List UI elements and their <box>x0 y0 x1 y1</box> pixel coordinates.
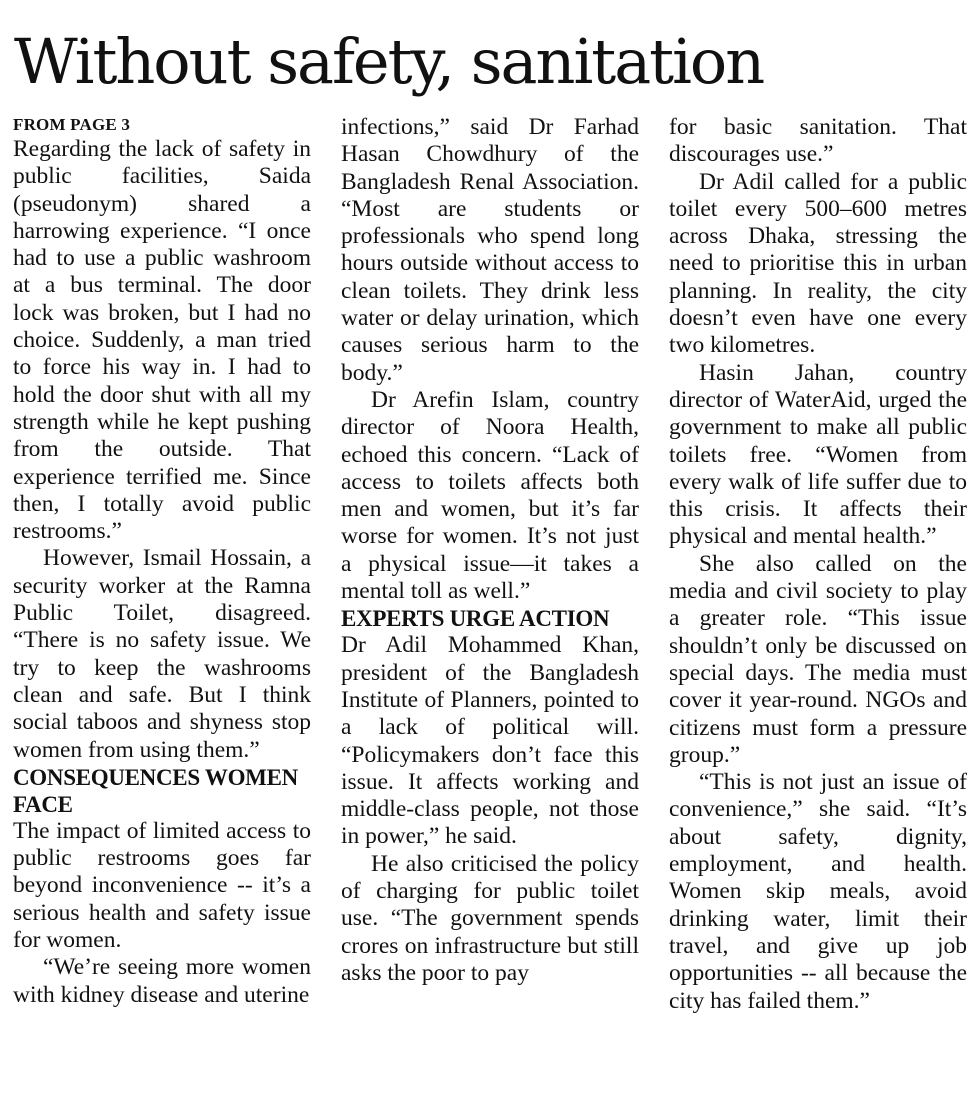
paragraph-closing-quote: “This is not just an issue of convenience,” she said. “It’s about safety, dignity, employment, and health. Women skip meals, avoid drinking water, limit their travel, and give up job opportunities -- all because the city has failed them.” <box>669 769 967 1014</box>
paragraph-toilet-charges: He also criticised the policy of charging for public toilet use. “The government spends crores on infrastructure but still asks the poor to pay <box>341 850 639 986</box>
paragraph-saida-experience: Regarding the lack of safety in public facilities, Saida (pseudonym) shared a harrowing experience. “I once had to use a public washroom at a bus terminal. The door lock was broken, but I had no choice. Suddenly, a man tried to force his way in. I had to hold the door shut with all my strength while he kept pushing from the outside. That experience terrified me. Since then, I totally avoid public restrooms.” <box>13 136 311 545</box>
continuation-kicker: FROM PAGE 3 <box>13 115 131 134</box>
article-column-3 <box>669 114 967 1104</box>
paragraph-adil-khan: Dr Adil Mohammed Khan, president of the Bangladesh Institute of Planners, pointed to a lack of political will. “Policymakers don’t face this issue. It affects working and middle-class people, not those in power,” he said. <box>341 632 639 850</box>
article-column-2 <box>341 114 639 1104</box>
subhead-consequences: CONSEQUENCES WOMEN FACE <box>13 764 298 817</box>
paragraph-arefin-islam: Dr Arefin Islam, country director of Noora Health, echoed this concern. “Lack of access to toilets affects both men and women, but it’s far worse for women. It’s not just a physical issue—it takes a mental toll as well.” <box>341 386 639 605</box>
paragraph-media-role: She also called on the media and civil society to play a greater role. “This issue shouldn’t only be discussed on special days. The media must cover it year-round. NGOs and citizens must form a pressure group.” <box>669 550 967 768</box>
article-column-1 <box>13 114 311 1104</box>
paragraph-basic-sanitation: for basic sanitation. That discourages use.” <box>669 114 967 168</box>
paragraph-kidney-disease: “We’re seeing more women with kidney disease and uterine <box>13 954 311 1008</box>
paragraph-hasin-jahan: Hasin Jahan, country director of WaterAid, urged the government to make all public toilets free. “Women from every walk of life suffer due to this crisis. It affects their physical and mental health.” <box>669 359 967 550</box>
paragraph-farhad-chowdhury: infections,” said Dr Farhad Hasan Chowdhury of the Bangladesh Renal Association. “Most are students or professionals who spend long hours outside without access to clean toilets. They drink less water or delay urination, which causes serious harm to the body.” <box>341 114 639 386</box>
subhead-experts-urge-action: EXPERTS URGE ACTION <box>341 606 610 632</box>
paragraph-toilet-spacing: Dr Adil called for a public toilet every 500–600 metres across Dhaka, stressing the need to prioritise this in urban planning. In reality, the city doesn’t even have one every two kilometres. <box>669 168 967 359</box>
paragraph-ismail-hossain: However, Ismail Hossain, a security worker at the Ramna Public Toilet, disagreed. “There is no safety issue. We try to keep the washrooms clean and safe. But I think social taboos and shyness stop women from using them.” <box>13 545 311 763</box>
paragraph-impact: The impact of limited access to public restrooms goes far beyond inconvenience -- it’s a serious health and safety issue for women. <box>13 817 311 954</box>
headline: Without safety, sanitation <box>14 25 764 98</box>
